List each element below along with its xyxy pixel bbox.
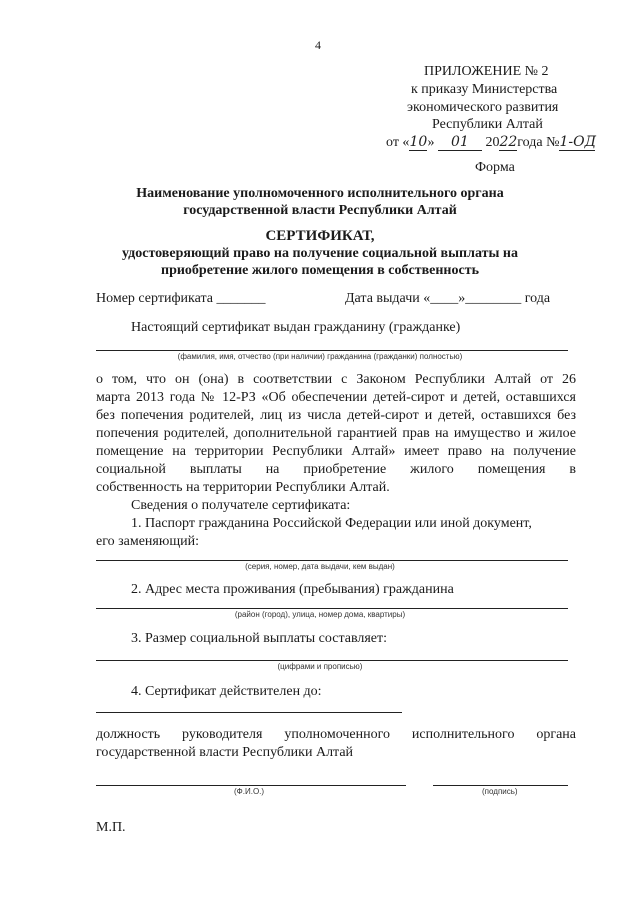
body-line-1: о том, что он (она) в соответствии с Законом Республики Алтай от 26 bbox=[96, 372, 576, 387]
certificate-subtitle2: приобретение жилого помещения в собственность bbox=[161, 263, 479, 278]
fio-hint: (фамилия, имя, отчество (при наличии) гражданина (гражданки) полностью) bbox=[177, 352, 463, 361]
signature-fio-hint: (Ф.И.О.) bbox=[234, 787, 265, 796]
address-hint: (район (город), улица, номер дома, квартиры) bbox=[234, 610, 406, 619]
signature-sign-hint: (подпись) bbox=[482, 787, 518, 796]
appendix-line3: Республики Алтай bbox=[432, 117, 543, 132]
order-number: 1-ОД bbox=[559, 134, 596, 150]
org-heading-line1: Наименование уполномоченного исполнительного органа bbox=[136, 186, 504, 201]
page-number: 4 bbox=[315, 38, 321, 52]
date-mid: » bbox=[427, 135, 435, 150]
passport-hint: (серия, номер, дата выдачи, кем выдан) bbox=[245, 562, 395, 571]
recipient-heading: Сведения о получателе сертификата: bbox=[131, 498, 351, 513]
signature-fio-line bbox=[96, 785, 406, 786]
year-suffix: 22 bbox=[499, 134, 518, 150]
year-prefix: 20 bbox=[485, 135, 500, 150]
passport-line bbox=[96, 560, 568, 561]
certificate-subtitle1: удостоверяющий право на получение социальной выплаты на bbox=[122, 246, 518, 261]
recipient-item1-cont: его заменяющий: bbox=[96, 534, 199, 549]
date-prefix: от « bbox=[386, 135, 410, 150]
year-word: года № bbox=[517, 135, 560, 150]
body-last-line: собственность на территории Республики Алтай. bbox=[96, 480, 390, 495]
amount-hint: (цифрами и прописью) bbox=[277, 662, 363, 671]
stamp-label: М.П. bbox=[96, 820, 126, 835]
body-line-4: попечения родителей, дополнительной гарантией прав на имущество и жилое bbox=[96, 426, 576, 441]
appendix-line1: к приказу Министерства bbox=[411, 82, 558, 97]
recipient-item1: 1. Паспорт гражданина Российской Федерации или иной документ, bbox=[131, 516, 532, 531]
certificate-title: СЕРТИФИКАТ, bbox=[265, 228, 375, 244]
issued-to-text: Настоящий сертификат выдан гражданину (гражданке) bbox=[131, 320, 461, 335]
address-line bbox=[96, 608, 568, 609]
validity-line bbox=[96, 712, 402, 713]
certificate-number-field: Номер сертификата _______ bbox=[96, 291, 266, 306]
recipient-item2: 2. Адрес места проживания (пребывания) гражданина bbox=[131, 582, 454, 597]
recipient-item4: 4. Сертификат действителен до: bbox=[131, 684, 322, 699]
body-line-3: без попечения родителей, лиц из числа детей-сирот и детей, оставшихся без bbox=[96, 408, 576, 423]
issue-date-field: Дата выдачи «____»________ года bbox=[345, 291, 551, 306]
date-month: 01 bbox=[438, 134, 482, 151]
amount-line bbox=[96, 660, 568, 661]
body-line-5: помещение на территории Республики Алтай» имеет право на получение bbox=[96, 444, 576, 459]
date-day: 10 bbox=[409, 134, 428, 150]
form-label: Форма bbox=[475, 160, 515, 175]
appendix-order-date bbox=[386, 134, 595, 151]
appendix-title: ПРИЛОЖЕНИЕ № 2 bbox=[424, 64, 549, 79]
org-heading-line2: государственной власти Республики Алтай bbox=[183, 203, 457, 218]
position-line2: государственной власти Республики Алтай bbox=[96, 745, 354, 760]
body-line-2: марта 2013 года № 12-РЗ «Об обеспечении детей-сирот и детей, оставшихся bbox=[96, 390, 576, 405]
appendix-line2: экономического развития bbox=[407, 100, 559, 115]
signature-sign-line bbox=[433, 785, 568, 786]
fio-line bbox=[96, 350, 568, 351]
position-line1: должность руководителя уполномоченного исполнительного органа bbox=[96, 727, 576, 742]
body-line-6: социальной выплаты на приобретение жилого помещения в bbox=[96, 462, 576, 477]
recipient-item3: 3. Размер социальной выплаты составляет: bbox=[131, 631, 388, 646]
